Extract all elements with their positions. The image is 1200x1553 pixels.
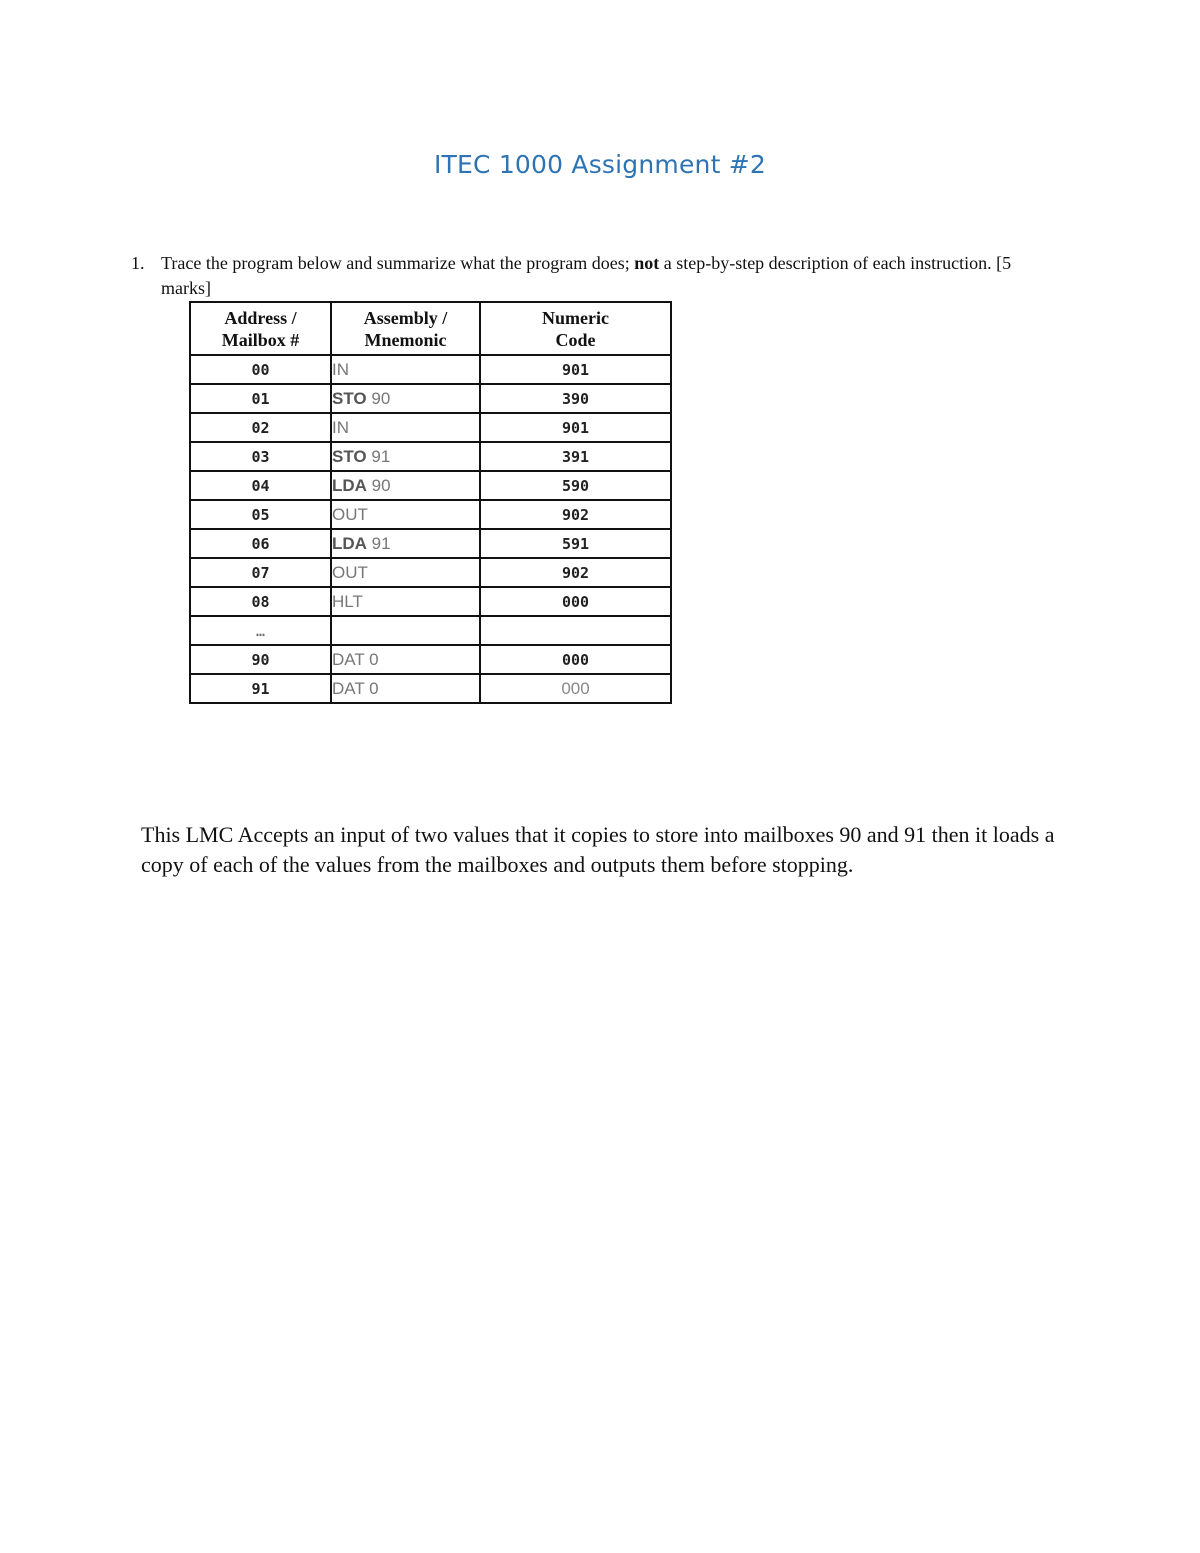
- address-cell: 05: [190, 500, 331, 529]
- mnemonic-op: STO: [332, 388, 367, 408]
- header-assembly: [331, 302, 480, 355]
- address-cell: 06: [190, 529, 331, 558]
- address-cell: 04: [190, 471, 331, 500]
- question-bold-word: not: [634, 253, 660, 273]
- mnemonic-cell: [331, 587, 480, 616]
- mnemonic-cell: [331, 413, 480, 442]
- table-row: [190, 442, 671, 471]
- address-cell: 00: [190, 355, 331, 384]
- question-1: [131, 251, 1031, 301]
- mnemonic-op: LDA: [332, 475, 367, 495]
- question-text-start: Trace the program below and summarize what the program does;: [161, 253, 635, 273]
- table-row: [190, 471, 671, 500]
- address-cell: …: [190, 616, 331, 645]
- mnemonic-operand: 90: [366, 475, 391, 495]
- address-cell: 07: [190, 558, 331, 587]
- table-row: [190, 500, 671, 529]
- header-address-line1: Address /: [224, 307, 297, 328]
- table-row: [190, 529, 671, 558]
- mnemonic-cell: [331, 471, 480, 500]
- mnemonic-cell: [331, 500, 480, 529]
- mnemonic-op: OUT: [332, 504, 368, 524]
- mnemonic-cell: [331, 616, 480, 645]
- code-cell: 000: [480, 587, 671, 616]
- code-cell: 902: [480, 500, 671, 529]
- mnemonic-op: DAT 0: [332, 649, 379, 669]
- header-assembly-line1: Assembly /: [363, 307, 448, 328]
- question-text: [161, 251, 1031, 301]
- mnemonic-cell: [331, 529, 480, 558]
- question-number: 1.: [131, 253, 145, 273]
- address-cell: 02: [190, 413, 331, 442]
- mnemonic-op: DAT 0: [332, 678, 379, 698]
- address-cell: 08: [190, 587, 331, 616]
- code-cell: 591: [480, 529, 671, 558]
- mnemonic-cell: [331, 674, 480, 703]
- table-row: [190, 558, 671, 587]
- code-cell: 901: [480, 413, 671, 442]
- mnemonic-operand: 90: [366, 388, 391, 408]
- document-title: ITEC 1000 Assignment #2: [433, 150, 766, 179]
- code-cell: 000: [480, 674, 671, 703]
- mnemonic-op: IN: [332, 359, 349, 379]
- mnemonic-cell: [331, 645, 480, 674]
- table-row: [190, 674, 671, 703]
- table-row: [190, 616, 671, 645]
- table-row: [190, 355, 671, 384]
- mnemonic-op: STO: [332, 446, 367, 466]
- mnemonic-op: HLT: [332, 591, 363, 611]
- code-cell: 590: [480, 471, 671, 500]
- address-cell: 03: [190, 442, 331, 471]
- code-cell: [480, 616, 671, 645]
- mnemonic-op: OUT: [332, 562, 368, 582]
- lmc-program-table: [189, 301, 672, 704]
- mnemonic-operand: 91: [366, 446, 391, 466]
- table-row: [190, 384, 671, 413]
- header-address: [190, 302, 331, 355]
- header-address-line2: Mailbox #: [221, 329, 300, 350]
- header-numeric-line2: Code: [555, 329, 596, 350]
- mnemonic-cell: [331, 442, 480, 471]
- address-cell: 90: [190, 645, 331, 674]
- header-assembly-line2: Mnemonic: [364, 329, 447, 350]
- code-cell: 391: [480, 442, 671, 471]
- mnemonic-operand: 91: [366, 533, 391, 553]
- address-cell: 01: [190, 384, 331, 413]
- header-numeric-line1: Numeric: [542, 307, 609, 328]
- code-cell: 000: [480, 645, 671, 674]
- answer-text: This LMC Accepts an input of two values that it copies to store into mailboxes 90 and 91 then it loads a copy of each of the values from the mailboxes and outputs them before stopping.: [141, 822, 1055, 877]
- mnemonic-op: LDA: [332, 533, 367, 553]
- table-row: [190, 587, 671, 616]
- mnemonic-op: IN: [332, 417, 349, 437]
- table-header-row: [190, 302, 671, 355]
- question-text-end: a step-by-step description of each instruction. [5 marks]: [161, 253, 1012, 298]
- mnemonic-cell: [331, 558, 480, 587]
- mnemonic-cell: [331, 384, 480, 413]
- code-cell: 902: [480, 558, 671, 587]
- code-cell: 901: [480, 355, 671, 384]
- mnemonic-cell: [331, 355, 480, 384]
- address-cell: 91: [190, 674, 331, 703]
- table-row: [190, 413, 671, 442]
- table-row: [190, 645, 671, 674]
- code-cell: 390: [480, 384, 671, 413]
- header-numeric: [480, 302, 671, 355]
